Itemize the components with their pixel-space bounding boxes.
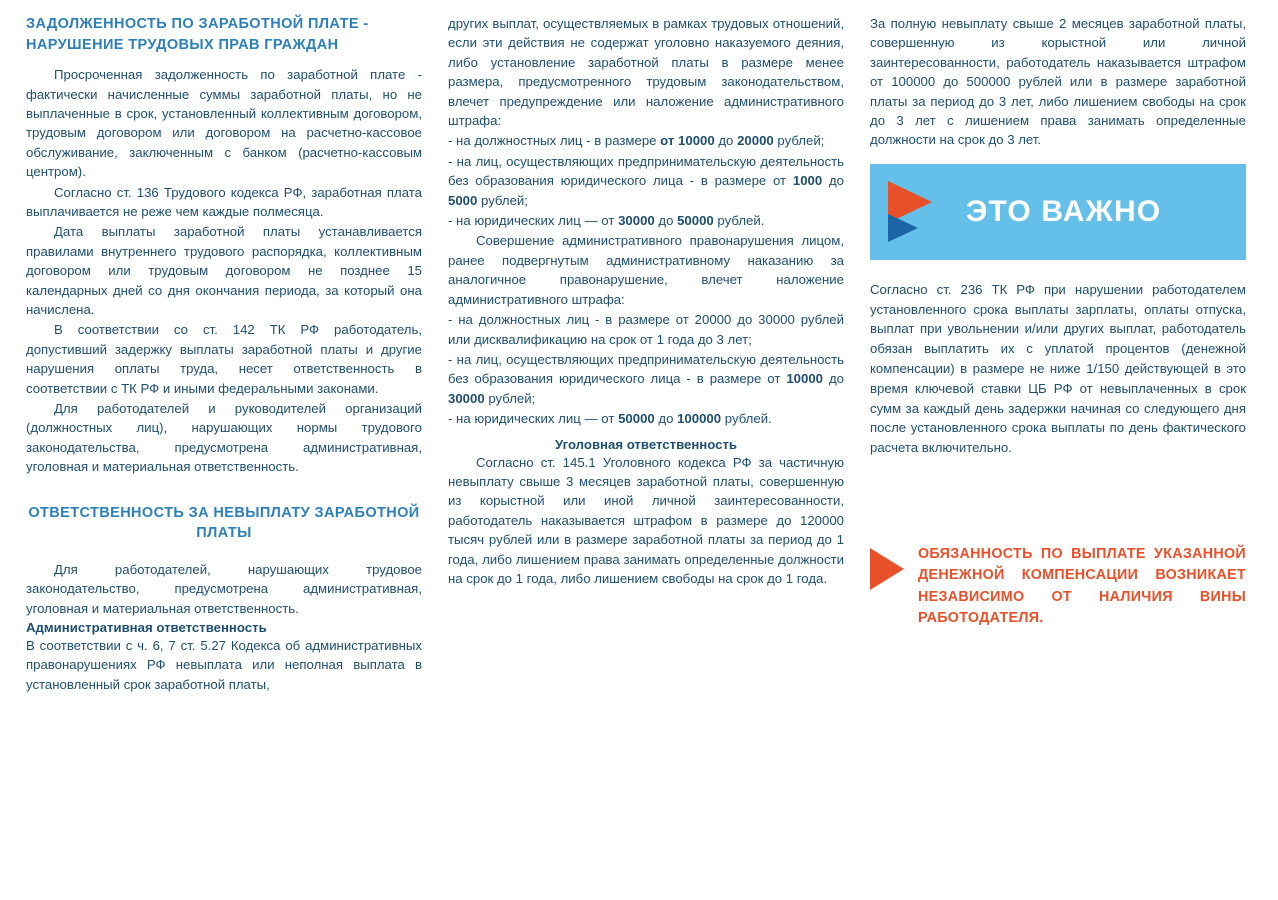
- play-triangle-icon: [888, 181, 944, 243]
- left-subtitle: ОТВЕТСТВЕННОСТЬ ЗА НЕВЫПЛАТУ ЗАРАБОТНОЙ ПЛАТЫ: [28, 504, 420, 542]
- compensation-note: [870, 280, 1246, 458]
- fine-item-1-suffix: рублей;: [773, 133, 825, 149]
- fine-item-2: [448, 152, 844, 210]
- fine-repeat-item-1: [448, 310, 844, 349]
- right-column: [870, 14, 1246, 890]
- left-paragraph-5: Для работодателей и руководителей организаций (должностных лиц), нарушающих нормы трудового законодательства, предусмотрена административная, уголовная и материальная ответственность.: [26, 401, 422, 475]
- fine-repeat-item-3-suffix: рублей.: [721, 411, 772, 427]
- criminal-liability-text: Согласно ст. 145.1 Уголовного кодекса РФ за частичную невыплату свыше 3 месяцев заработной платы, совершенную из корыстной или иной личной заинтересованности, работодатель наказывается штрафом в размере до 120000 тысяч рублей или в размере заработной платы за период до 1 года, либо лишением права занимать определенные должности на срок до 1 года, либо лишением свободы на срок до 1 года.: [448, 454, 844, 586]
- administrative-liability-text: В соответствии с ч. 6, 7 ст. 5.27 Кодекса об административных правонарушениях РФ невыплата или неполная выплата в установленный срок заработной платы,: [26, 638, 422, 692]
- fine-repeat-item-2-amount-from: 10000: [786, 371, 824, 387]
- fine-repeat-item-3: [448, 409, 844, 428]
- repeat-offence-paragraph: Совершение административного правонарушения лицом, ранее подвергнутым административному наказанию за аналогичное правонарушение, влечет наложение административного штрафа:: [448, 233, 844, 307]
- fine-repeat-item-2-prefix: - на лиц, осуществляющих предпринимательскую деятельность без образования юридического лица - в размере от: [448, 351, 844, 387]
- left-paragraph-4: В соответствии со ст. 142 ТК РФ работодатель, допустивший задержку выплаты заработной платы и другие нарушения оплаты труда, несет ответственность в соответствии с ТК РФ и иными федеральными законами.: [26, 322, 422, 396]
- fine-item-2-amount-to: 5000: [448, 192, 478, 208]
- fine-repeat-item-1-prefix: - на должностных лиц - в размере от 20000 до 30000 рублей или дисквалификацию на срок от 1 года до 3 лет;: [448, 312, 844, 347]
- left-paragraph-3: Дата выплаты заработной платы устанавливается правилами внутреннего трудового распорядка, коллективным договором или трудовым договором не позднее 15 календарных дней со дня окончания периода, за который она начислена.: [26, 224, 422, 318]
- important-banner: [870, 164, 1246, 260]
- fine-item-3-mid: до: [654, 213, 678, 229]
- middle-continuation-paragraph: других выплат, осуществляемых в рамках трудовых отношений, если эти действия не содержат уголовно наказуемого деяния, либо установление заработной платы в размере менее размера, предусмотренного трудовым законодательством, влечет предупреждение или наложение административного штрафа:: [448, 16, 844, 129]
- play-triangle-bottom-icon: [888, 214, 918, 242]
- fine-item-1-amount-to: 20000: [737, 133, 774, 149]
- page-title: ЗАДОЛЖЕННОСТЬ ПО ЗАРАБОТНОЙ ПЛАТЕ - НАРУШЕНИЕ ТРУДОВЫХ ПРАВ ГРАЖДАН: [26, 16, 369, 53]
- fine-item-3-suffix: рублей.: [713, 213, 765, 229]
- fine-repeat-item-2-suffix: рублей;: [484, 390, 536, 406]
- fine-item-3-prefix: - на юридических лиц — от: [448, 213, 619, 229]
- obligation-callout: [870, 544, 1246, 630]
- fine-item-3: [448, 211, 844, 230]
- fine-repeat-item-3-prefix: - на юридических лиц — от: [448, 411, 619, 427]
- fine-repeat-item-3-mid: до: [654, 411, 678, 427]
- fine-item-1-mid: до: [714, 133, 738, 149]
- fine-repeat-item-2-mid: до: [823, 371, 844, 387]
- obligation-callout-text: ОБЯЗАННОСТЬ ПО ВЫПЛАТЕ УКАЗАННОЙ ДЕНЕЖНОЙ КОМПЕНСАЦИИ ВОЗНИКАЕТ НЕЗАВИСИМО ОТ НАЛИЧИЯ ВИНЫ РАБОТОДАТЕЛЯ.: [918, 546, 1246, 627]
- fine-item-1-amount-from: от 10000: [660, 133, 715, 149]
- fine-item-3-amount-from: 30000: [618, 213, 655, 229]
- fine-item-2-amount-from: 1000: [792, 173, 823, 189]
- fine-repeat-item-3-amount-to: 100000: [677, 411, 722, 427]
- fine-item-2-suffix: рублей;: [477, 192, 528, 208]
- left-paragraph-6: Для работодателей, нарушающих трудовое законодательство, предусмотрена административная, уголовная и материальная ответственность.: [26, 561, 422, 616]
- important-banner-label: ЭТО ВАЖНО: [966, 194, 1162, 228]
- right-top-paragraph: За полную невыплату свыше 2 месяцев заработной платы, совершенную из корыстной или личной заинтересованности, работодатель наказывается штрафом от 100000 до 500000 рублей или в размере заработной платы за период до 3 лет, либо лишением свободы на срок до 3 лет с лишением права занимать определенные должности на срок до 3 лет.: [870, 16, 1246, 148]
- fine-item-1: [448, 131, 844, 150]
- criminal-liability-heading: Уголовная ответственность: [554, 436, 738, 452]
- fine-repeat-item-3-amount-from: 50000: [618, 411, 655, 427]
- fine-repeat-item-2: [448, 350, 844, 408]
- left-paragraph-1: Просроченная задолженность по заработной плате - фактически начисленные суммы заработной платы, но не выплаченные в срок, установленный коллективным договором, трудовым договором или договором на расчетно-кассовое обслуживание, заключенным с банком (расчетно-кассовым центром).: [26, 67, 422, 180]
- fine-repeat-item-2-amount-to: 30000: [448, 390, 485, 406]
- callout-triangle-icon: [870, 548, 904, 590]
- administrative-liability-heading: Административная ответственность: [26, 620, 267, 636]
- fine-item-3-amount-to: 50000: [677, 213, 714, 229]
- left-paragraph-2: Согласно ст. 136 Трудового кодекса РФ, заработная плата выплачивается не реже чем каждые полмесяца.: [26, 184, 422, 219]
- fine-item-2-prefix: - на лиц, осуществляющих предпринимательскую деятельность без образования юридического лица - в размере от: [448, 153, 844, 189]
- fine-item-2-mid: до: [822, 173, 844, 189]
- middle-column: [448, 14, 844, 890]
- left-column: [26, 14, 422, 890]
- fine-item-1-prefix: - на должностных лиц - в размере: [448, 133, 661, 149]
- compensation-note-text: Согласно ст. 236 ТК РФ при нарушении работодателем установленного срока выплаты зарплаты, оплаты отпуска, выплат при увольнении и/или других выплат, работодатель обязан выплатить их с уплатой процентов (денежной компенсации) в размере не ниже 1/150 действующей в это время ключевой ставки ЦБ РФ от невыплаченных в срок сумм за каждый день задержки начиная со следующего дня после установленного срока выплаты по день фактического расчета включительно.: [870, 281, 1246, 456]
